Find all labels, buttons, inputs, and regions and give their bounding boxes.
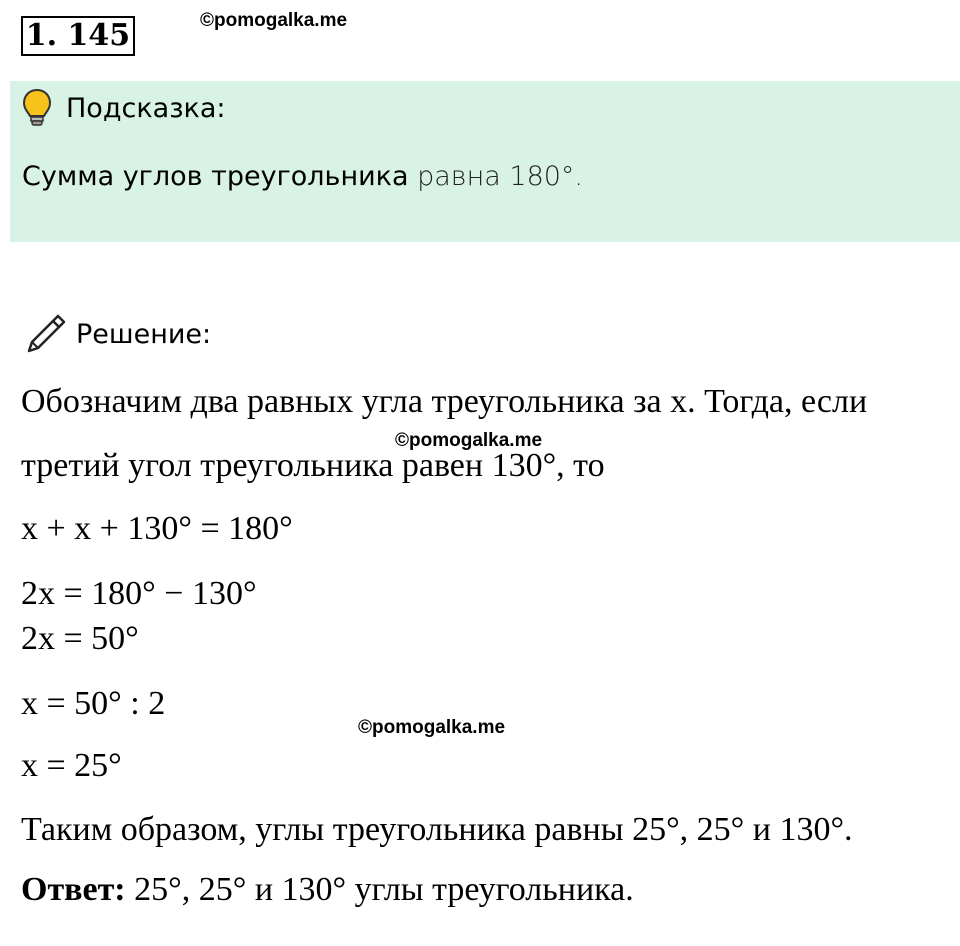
- hint-text-bold: Сумма углов треугольника: [22, 161, 409, 192]
- solution-line-1: Обозначим два равных угла треугольника за x. Тогда, если: [21, 383, 868, 420]
- problem-number: 1. 145: [21, 16, 135, 56]
- solution-header: [24, 312, 211, 356]
- answer-line: [21, 871, 634, 909]
- pencil-icon: [24, 312, 68, 356]
- solution-line-2: третий угол треугольника равен 130°, то: [21, 447, 605, 484]
- hint-title: Подсказка:: [66, 92, 226, 124]
- equation-3: 2x = 50°: [21, 620, 139, 657]
- solution-conclusion: Таким образом, углы треугольника равны 25°, 25° и 130°.: [21, 811, 853, 848]
- equation-5: x = 25°: [21, 747, 122, 784]
- hint-header: [22, 88, 226, 128]
- equation-1: x + x + 130° = 180°: [21, 510, 293, 547]
- lightbulb-icon: [22, 88, 52, 128]
- equation-4: x = 50° : 2: [21, 685, 166, 722]
- answer-text: 25°, 25° и 130° углы треугольника.: [125, 871, 634, 908]
- watermark-top: ©pomogalka.me: [200, 10, 348, 31]
- answer-label: Ответ:: [21, 871, 126, 908]
- hint-text: [22, 161, 583, 192]
- solution-title: Решение:: [76, 318, 212, 350]
- watermark-middle: ©pomogalka.me: [395, 430, 543, 451]
- hint-text-rest: равна 180°.: [408, 161, 584, 192]
- equation-2: 2x = 180° − 130°: [21, 575, 257, 612]
- watermark-bottom: ©pomogalka.me: [358, 717, 506, 738]
